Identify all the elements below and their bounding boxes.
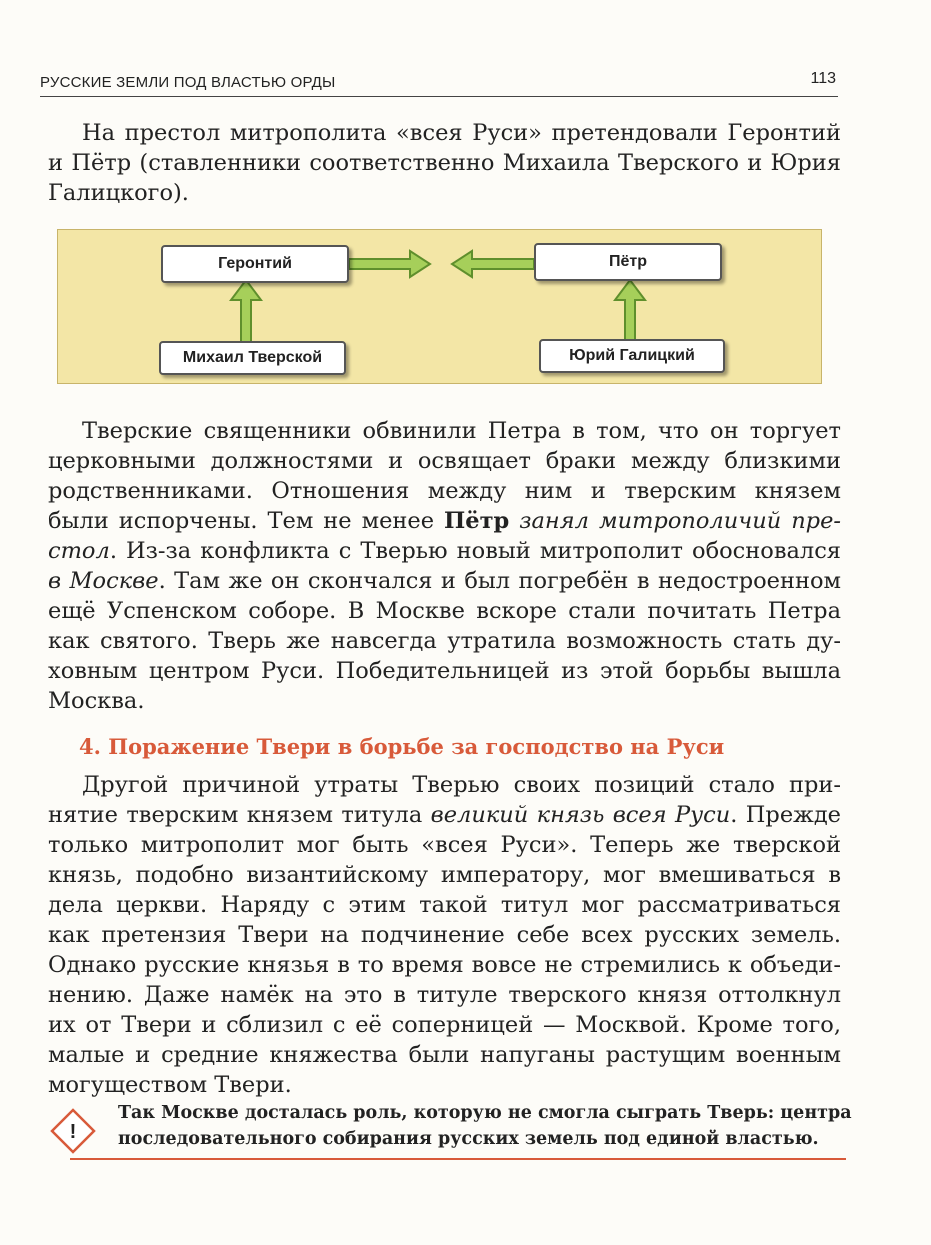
text-line: Тверские священники обвинили Петра в том, что он торгует xyxy=(82,418,841,444)
text-line: только митрополит мог быть «всея Руси». Теперь же тверской xyxy=(48,832,841,858)
text-line: как святого. Тверь же навсегда утратила возможность стать ду- xyxy=(48,628,841,654)
text-line: Москва. xyxy=(48,688,145,714)
text-line: и Пётр (ставленники соответственно Михаила Тверского и Юрия xyxy=(48,150,841,176)
text-line: стол. Из-за конфликта с Тверью новый митрополит обосновался xyxy=(48,538,841,564)
node-yuriy-galitskiy: Юрий Галицкий xyxy=(539,339,725,373)
text-line: На престол митрополита «всея Руси» претендовали Геронтий xyxy=(82,120,841,146)
text-line: нению. Даже намёк на это в титуле тверского князя оттолкнул xyxy=(48,982,841,1008)
text-line: малые и средние княжества были напуганы растущим военным xyxy=(48,1042,841,1068)
page-number: 113 xyxy=(810,70,836,87)
arrow-mikhail-to-gerontiy xyxy=(231,280,261,350)
node-petr: Пётр xyxy=(534,243,722,281)
paragraph-petr xyxy=(48,416,841,716)
section-heading: 4. Поражение Твери в борьбе за господство на Руси xyxy=(79,734,725,759)
text-line: родственниками. Отношения между ним и тверским князем xyxy=(48,478,841,504)
paragraph-title xyxy=(48,770,841,1100)
arrow-left xyxy=(452,251,534,277)
text-line: дела церкви. Наряду с этим такой титул мог рассматриваться xyxy=(48,892,841,918)
running-title: РУССКИЕ ЗЕМЛИ ПОД ВЛАСТЬЮ ОРДЫ xyxy=(40,74,336,91)
page-header xyxy=(40,64,838,97)
warning-diamond-icon xyxy=(50,1108,96,1154)
note-text xyxy=(118,1100,852,1152)
text-line: ещё Успенском соборе. В Москве вскоре стали почитать Петра xyxy=(48,598,841,624)
text-line: церковными должностями и освящает браки между близкими xyxy=(48,448,841,474)
text-line: их от Твери и сблизил с её соперницей — Москвой. Кроме того, xyxy=(48,1012,841,1038)
note-line: Так Москве досталась роль, которую не смогла сыграть Тверь: центра xyxy=(118,1103,852,1123)
intro-paragraph xyxy=(48,118,841,208)
text-line: нятие тверским князем титула великий князь всея Руси. Прежде xyxy=(48,802,841,828)
key-conclusion-note xyxy=(48,1100,852,1160)
arrow-right xyxy=(349,251,430,277)
note-underline xyxy=(70,1158,846,1160)
text-line: могуществом Твери. xyxy=(48,1072,292,1098)
text-line: были испорчены. Тем не менее Пётр занял митрополичий пре- xyxy=(48,508,842,534)
text-line: Однако русские князья в то время вовсе не стремились к объеди- xyxy=(48,952,841,978)
text-line: Галицкого). xyxy=(48,180,189,206)
node-mikhail-tverskoy: Михаил Тверской xyxy=(159,341,346,375)
text-line: как претензия Твери на подчинение себе всех русских земель. xyxy=(48,922,841,948)
text-line: князь, подобно византийскому императору, мог вмешиваться в xyxy=(48,862,841,888)
text-line: в Москве. Там же он скончался и был погребён в недостроенном xyxy=(48,568,842,594)
succession-diagram xyxy=(57,229,822,384)
node-gerontiy: Геронтий xyxy=(161,245,349,283)
text-line: Другой причиной утраты Тверью своих позиций стало при- xyxy=(82,772,841,798)
text-line: ховным центром Руси. Победительницей из этой борьбы вышла xyxy=(48,658,841,684)
note-line: последовательного собирания русских земель под единой властью. xyxy=(118,1129,819,1149)
svg-text:!: ! xyxy=(69,1121,77,1143)
